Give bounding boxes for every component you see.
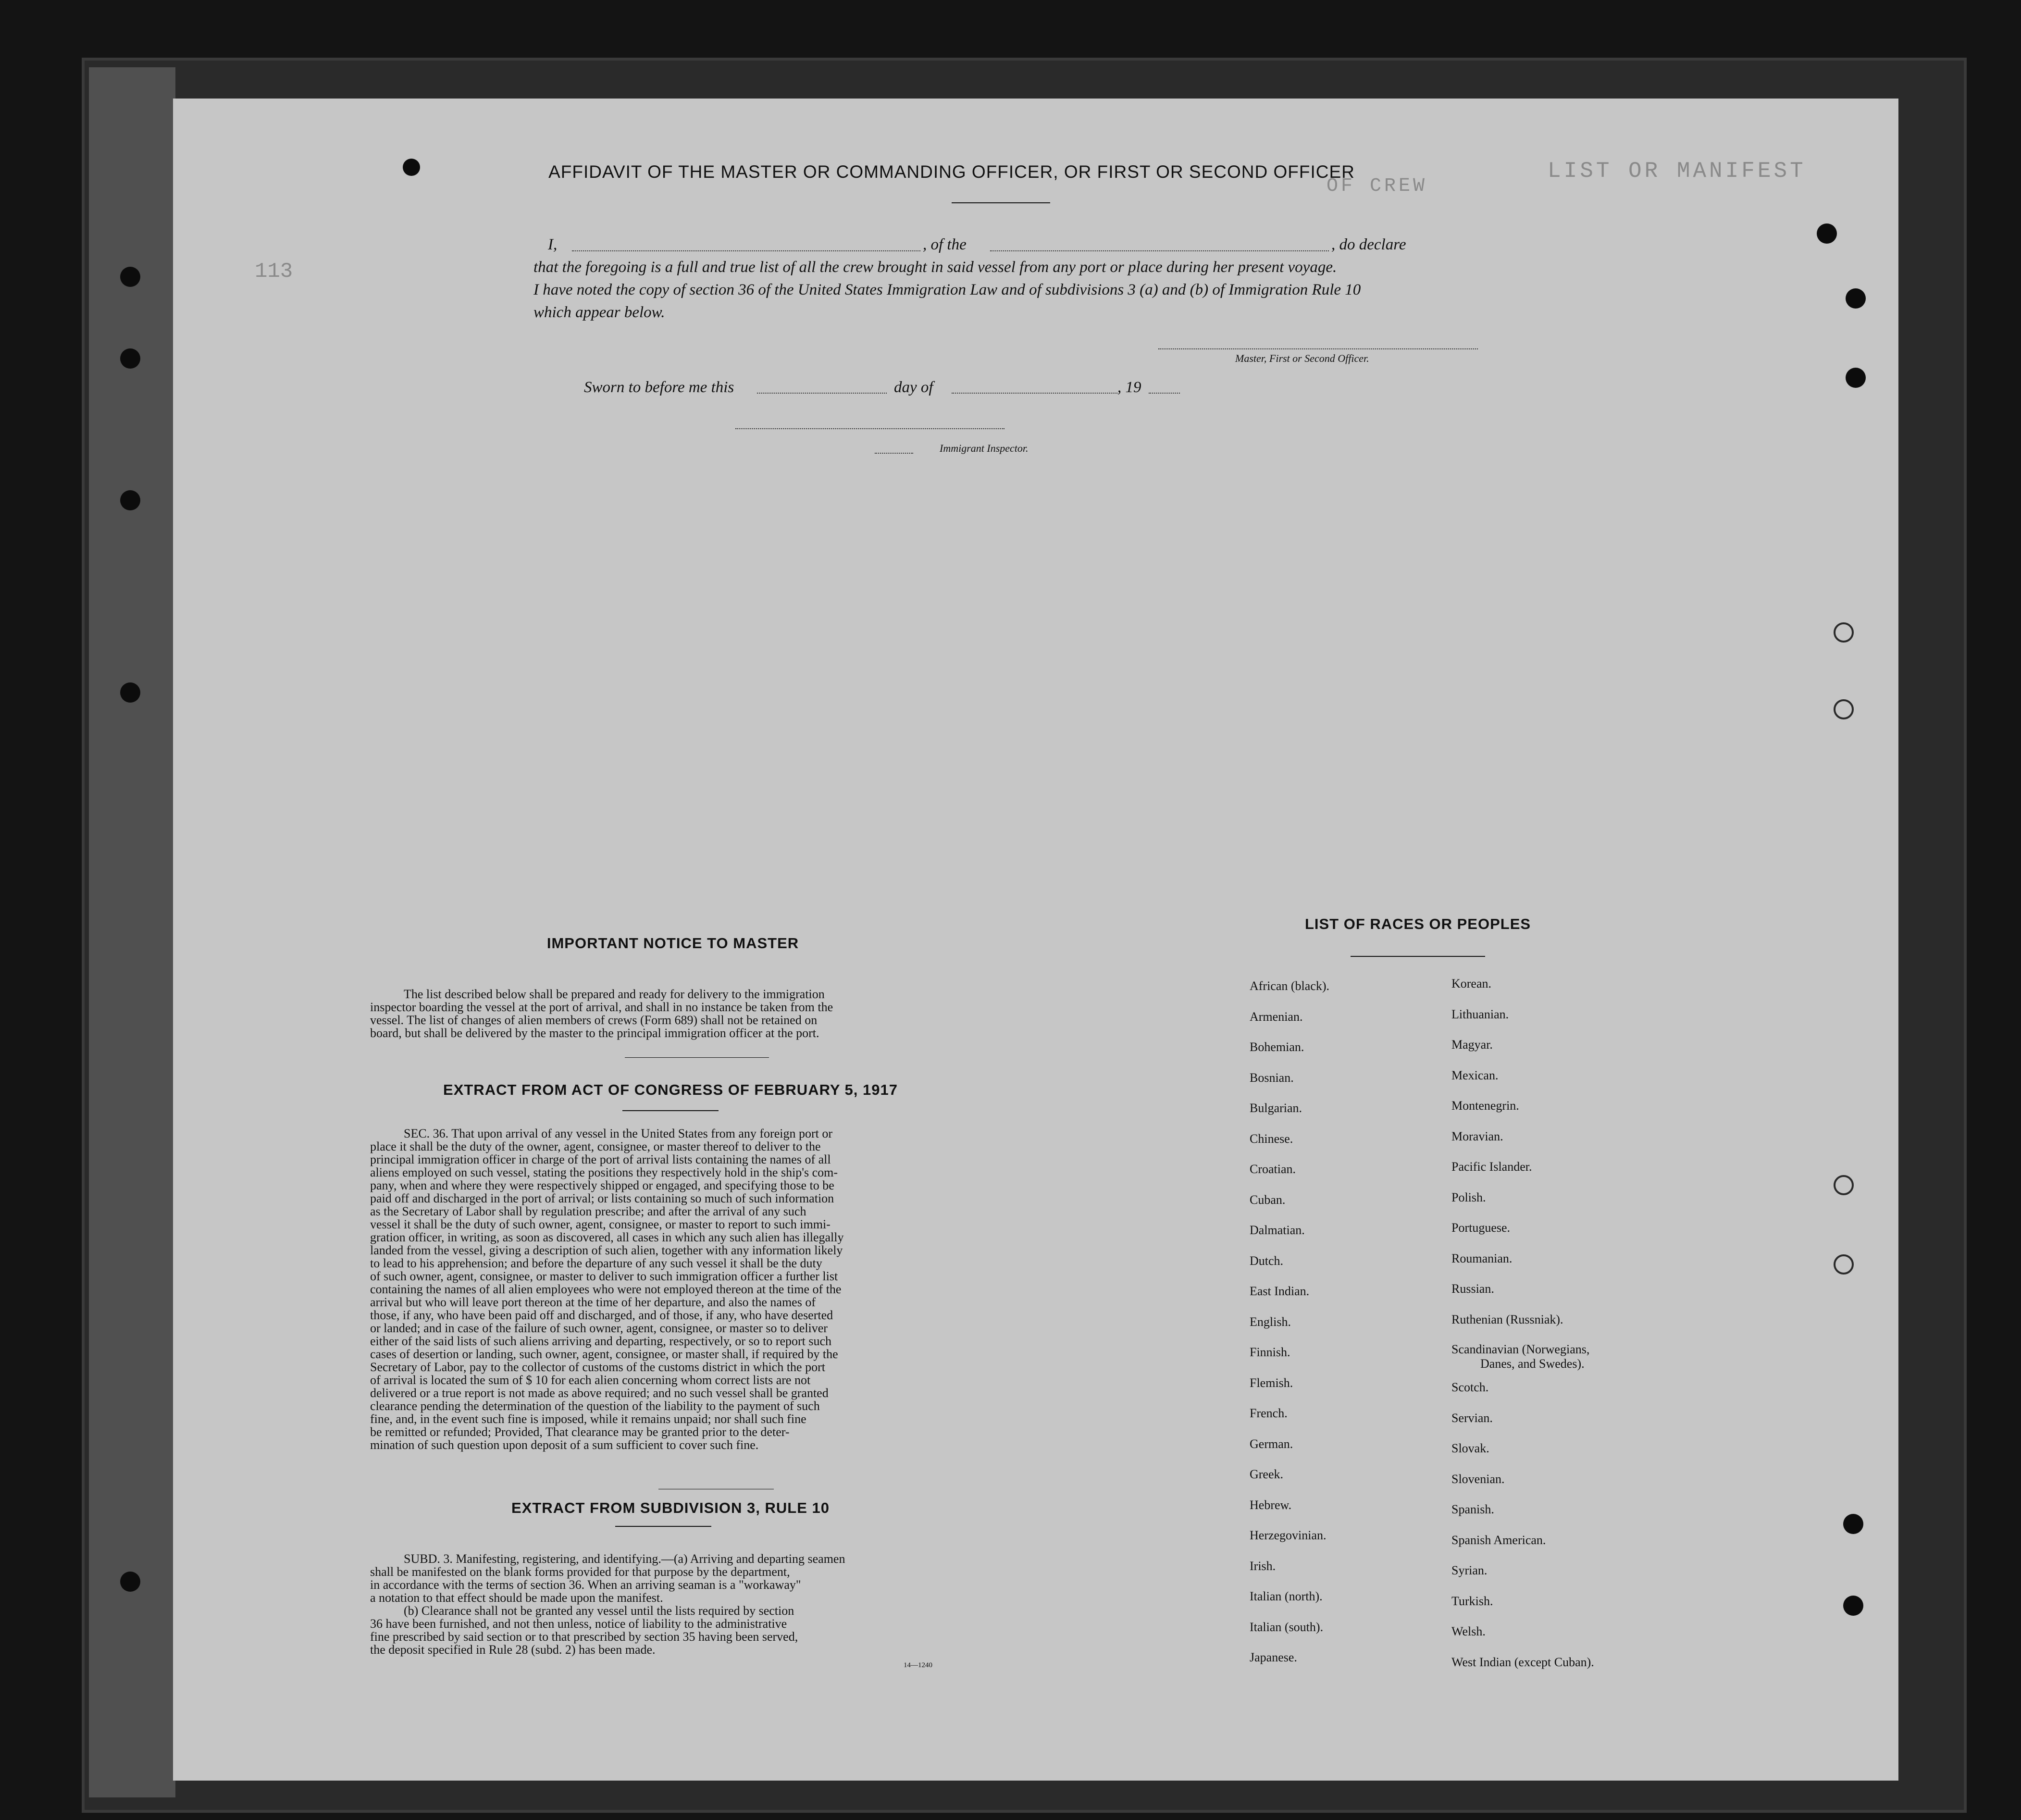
punch-hole bbox=[403, 159, 420, 176]
inspector-caption: Immigrant Inspector. bbox=[940, 442, 1029, 454]
race-item: Scotch. bbox=[1451, 1380, 1489, 1394]
ring-hole bbox=[1834, 1175, 1854, 1195]
declaration-of-the: , of the bbox=[923, 236, 967, 253]
sworn-prefix: Sworn to before me this bbox=[584, 379, 734, 396]
text-line: landed from the vessel, giving a description of such alien, together with any information likely bbox=[370, 1243, 843, 1257]
extract-rule-heading: EXTRACT FROM SUBDIVISION 3, RULE 10 bbox=[511, 1499, 830, 1516]
extract-act-underline bbox=[622, 1110, 719, 1111]
text-line: paid off and discharged in the port of arrival; or lists containing so much of such information bbox=[370, 1191, 834, 1205]
declaration-line2: that the foregoing is a full and true list of all the crew brought in said vessel from any port or place during her present voyage. bbox=[533, 259, 1337, 276]
race-item: Welsh. bbox=[1451, 1624, 1486, 1638]
text-line: a notation to that effect should be made upon the manifest. bbox=[370, 1591, 663, 1605]
title-underline bbox=[952, 202, 1050, 203]
race-item: Servian. bbox=[1451, 1411, 1493, 1425]
race-item: African (black). bbox=[1250, 979, 1330, 993]
binder-hole bbox=[120, 1572, 140, 1592]
race-item: Roumanian. bbox=[1451, 1251, 1513, 1265]
race-item: Finnish. bbox=[1250, 1345, 1290, 1359]
text-line: mination of such question upon deposit of a sum sufficient to cover such fine. bbox=[370, 1438, 759, 1452]
punch-hole bbox=[1843, 1514, 1863, 1534]
form-number: 14—1240 bbox=[904, 1661, 932, 1669]
binder-hole bbox=[120, 682, 140, 703]
bleed-through-title: LIST OR MANIFEST bbox=[1548, 159, 1806, 184]
race-item: Bohemian. bbox=[1250, 1040, 1304, 1054]
text-line: The list described below shall be prepared and ready for delivery to the immigration bbox=[404, 987, 825, 1001]
binder-hole bbox=[120, 348, 140, 369]
race-item: German. bbox=[1250, 1436, 1293, 1451]
vessel-blank[interactable] bbox=[990, 250, 1329, 251]
text-line: fine, and, in the event such fine is imposed, while it remains unpaid; nor shall such fine bbox=[370, 1412, 806, 1426]
text-line: inspector boarding the vessel at the port of arrival, and shall in no instance be taken from the bbox=[370, 1000, 833, 1014]
sworn-month-blank[interactable] bbox=[952, 393, 1117, 394]
sworn-year-blank[interactable] bbox=[1149, 393, 1180, 394]
text-line: those, if any, who have been paid off and discharged, and of those, if any, who have deserted bbox=[370, 1308, 833, 1322]
inspector-signature-blank[interactable] bbox=[735, 428, 1004, 429]
text-line: (b) Clearance shall not be granted any vessel until the lists required by section bbox=[404, 1604, 794, 1618]
document-page bbox=[173, 99, 1898, 1781]
race-item: Greek. bbox=[1250, 1467, 1284, 1481]
binder-hole bbox=[120, 267, 140, 287]
race-item: Spanish. bbox=[1451, 1502, 1494, 1516]
race-item: Pacific Islander. bbox=[1451, 1160, 1532, 1174]
ring-hole bbox=[1834, 699, 1854, 719]
sworn-day-of: day of bbox=[894, 379, 933, 396]
race-item: Ruthenian (Russniak). bbox=[1451, 1312, 1563, 1326]
race-item: Magyar. bbox=[1451, 1038, 1493, 1052]
text-line: arrival but who will leave port thereon at the time of her departure, and also the names of bbox=[370, 1295, 816, 1309]
text-line: pany, when and where they were respectively shipped or engaged, and specifying those to be bbox=[370, 1178, 834, 1192]
text-line: place it shall be the duty of the owner, agent, consignee, or master thereof to deliver to the bbox=[370, 1139, 821, 1153]
text-line: cases of desertion or landing, such owner, agent, consignee, or master shall, if required by the bbox=[370, 1347, 838, 1361]
race-item: Moravian. bbox=[1451, 1129, 1503, 1143]
text-line: vessel. The list of changes of alien members of crews (Form 689) shall not be retained on bbox=[370, 1013, 818, 1027]
race-item: Dutch. bbox=[1250, 1253, 1284, 1268]
text-line: to lead to his apprehension; and before the departure of any such vessel it shall be the duty bbox=[370, 1256, 822, 1270]
text-line: be remitted or refunded; Provided, That clearance may be granted prior to the deter- bbox=[370, 1425, 790, 1439]
race-item-continuation: Danes, and Swedes). bbox=[1480, 1357, 1585, 1371]
race-item: Croatian. bbox=[1250, 1162, 1296, 1176]
extract-rule-body bbox=[370, 1552, 971, 1656]
master-caption: Master, First or Second Officer. bbox=[1235, 352, 1369, 364]
text-line: SUBD. 3. Manifesting, registering, and identifying.—(a) Arriving and departing seamen bbox=[404, 1552, 845, 1566]
binder-hole bbox=[120, 490, 140, 510]
race-item: Spanish American. bbox=[1451, 1533, 1546, 1547]
race-item: Herzegovinian. bbox=[1250, 1528, 1327, 1542]
race-item: Slovak. bbox=[1451, 1441, 1489, 1455]
race-item: Chinese. bbox=[1250, 1131, 1293, 1146]
extract-act-heading: EXTRACT FROM ACT OF CONGRESS OF FEBRUARY 5, 1917 bbox=[443, 1081, 898, 1098]
race-item: Lithuanian. bbox=[1451, 1007, 1509, 1021]
binder-spine bbox=[89, 67, 175, 1797]
sworn-day-blank[interactable] bbox=[757, 393, 887, 394]
ring-hole bbox=[1834, 1254, 1854, 1275]
race-item: Turkish. bbox=[1451, 1594, 1493, 1608]
race-item: West Indian (except Cuban). bbox=[1451, 1655, 1594, 1669]
race-item: Korean. bbox=[1451, 977, 1492, 990]
punch-hole bbox=[1817, 223, 1837, 244]
race-item: Italian (south). bbox=[1250, 1620, 1324, 1634]
text-line: Secretary of Labor, pay to the collector of customs of the customs district in which the port bbox=[370, 1360, 825, 1374]
bleed-through-page-number: 113 bbox=[255, 260, 293, 284]
race-item: East Indian. bbox=[1250, 1284, 1310, 1298]
text-line: either of the said lists of such aliens arriving and departing, respectively, or so to report such bbox=[370, 1334, 832, 1348]
race-item: Japanese. bbox=[1250, 1650, 1297, 1664]
text-line: gration officer, in writing, as soon as discovered, all cases in which any such alien has illegally bbox=[370, 1230, 844, 1244]
declaration-line3: I have noted the copy of section 36 of the United States Immigration Law and of subdivisions 3 (a) and (b) of Immigration Rule 10 bbox=[533, 281, 1361, 298]
name-blank[interactable] bbox=[572, 250, 920, 251]
extract-act-body bbox=[370, 1127, 971, 1451]
race-item: Flemish. bbox=[1250, 1375, 1293, 1390]
race-item: English. bbox=[1250, 1314, 1291, 1329]
inspector-caption-rule bbox=[875, 453, 913, 454]
ring-hole bbox=[1834, 622, 1854, 643]
race-item: Scandinavian (Norwegians, bbox=[1451, 1342, 1590, 1356]
text-line: in accordance with the terms of section 36. When an arriving seaman is a "workaway" bbox=[370, 1578, 801, 1592]
text-line: or landed; and in case of the failure of such owner, agent, consignee, or master so to deliver bbox=[370, 1321, 828, 1335]
text-line: shall be manifested on the blank forms provided for that purpose by the department, bbox=[370, 1565, 790, 1579]
text-line: aliens employed on such vessel, stating the positions they respectively hold in the ship's com- bbox=[370, 1165, 838, 1179]
notice-heading: IMPORTANT NOTICE TO MASTER bbox=[546, 935, 799, 952]
race-item: Hebrew. bbox=[1250, 1498, 1292, 1512]
text-line: the deposit specified in Rule 28 (subd. 2) has been made. bbox=[370, 1643, 656, 1657]
master-signature-blank[interactable] bbox=[1158, 348, 1478, 349]
race-item: Irish. bbox=[1250, 1559, 1276, 1573]
declaration-line4: which appear below. bbox=[533, 304, 665, 321]
text-line: clearance pending the determination of the question of the liability to the payment of such bbox=[370, 1399, 820, 1413]
notice-divider bbox=[625, 1057, 769, 1058]
sworn-year: , 19 bbox=[1117, 379, 1141, 396]
text-line: containing the names of all alien employees who were not employed thereon at the time of the bbox=[370, 1282, 842, 1296]
races-left-column bbox=[1250, 971, 1329, 1673]
text-line: delivered or a true report is not made as above required; and no such vessel shall be granted bbox=[370, 1386, 829, 1400]
races-underline bbox=[1351, 956, 1485, 957]
punch-hole bbox=[1846, 288, 1866, 309]
affidavit-title: AFFIDAVIT OF THE MASTER OR COMMANDING OFFICER, OR FIRST OR SECOND OFFICER bbox=[548, 162, 1355, 182]
text-line: of arrival is located the sum of $ 10 for each alien concerning whom correct lists are not bbox=[370, 1373, 811, 1387]
race-item: Russian. bbox=[1451, 1282, 1494, 1296]
text-line: principal immigration officer in charge of the port of arrival lists containing the names of all bbox=[370, 1152, 831, 1166]
race-item: French. bbox=[1250, 1406, 1288, 1420]
text-line: SEC. 36. That upon arrival of any vessel in the United States from any foreign port or bbox=[404, 1127, 832, 1140]
declaration-do-declare: , do declare bbox=[1331, 236, 1406, 253]
punch-hole bbox=[1846, 368, 1866, 388]
race-item: Bulgarian. bbox=[1250, 1101, 1302, 1115]
races-heading: LIST OF RACES OR PEOPLES bbox=[1304, 916, 1531, 932]
extract-rule-underline bbox=[615, 1526, 711, 1527]
race-item: Polish. bbox=[1451, 1190, 1486, 1204]
race-item: Slovenian. bbox=[1451, 1472, 1505, 1486]
punch-hole bbox=[1843, 1596, 1863, 1616]
declaration-i: I, bbox=[548, 236, 558, 253]
race-item: Portuguese. bbox=[1451, 1221, 1511, 1235]
text-line: fine prescribed by said section or to that prescribed by section 35 having been served, bbox=[370, 1630, 798, 1644]
race-item: Syrian. bbox=[1451, 1563, 1488, 1577]
race-item: Bosnian. bbox=[1250, 1070, 1294, 1085]
race-item: Montenegrin. bbox=[1451, 1099, 1519, 1113]
race-item: Dalmatian. bbox=[1250, 1223, 1305, 1237]
text-line: of such owner, agent, consignee, or master to deliver to such immigration officer a further list bbox=[370, 1269, 838, 1283]
race-item: Armenian. bbox=[1250, 1009, 1303, 1024]
text-line: as the Secretary of Labor shall by regulation prescribe; and after the arrival of any such bbox=[370, 1204, 806, 1218]
race-item: Cuban. bbox=[1250, 1192, 1286, 1207]
text-line: vessel it shall be the duty of such owner, agent, consignee, or master to report to such immi- bbox=[370, 1217, 831, 1231]
race-item: Mexican. bbox=[1451, 1068, 1499, 1082]
notice-body bbox=[370, 988, 971, 1040]
bleed-through-subtitle: OF CREW bbox=[1327, 175, 1428, 197]
text-line: 36 have been furnished, and not then unless, notice of liability to the administrative bbox=[370, 1617, 787, 1631]
race-item: Italian (north). bbox=[1250, 1589, 1323, 1603]
races-right-column bbox=[1451, 968, 1594, 1677]
text-line: board, but shall be delivered by the master to the principal immigration officer at the port. bbox=[370, 1026, 819, 1040]
